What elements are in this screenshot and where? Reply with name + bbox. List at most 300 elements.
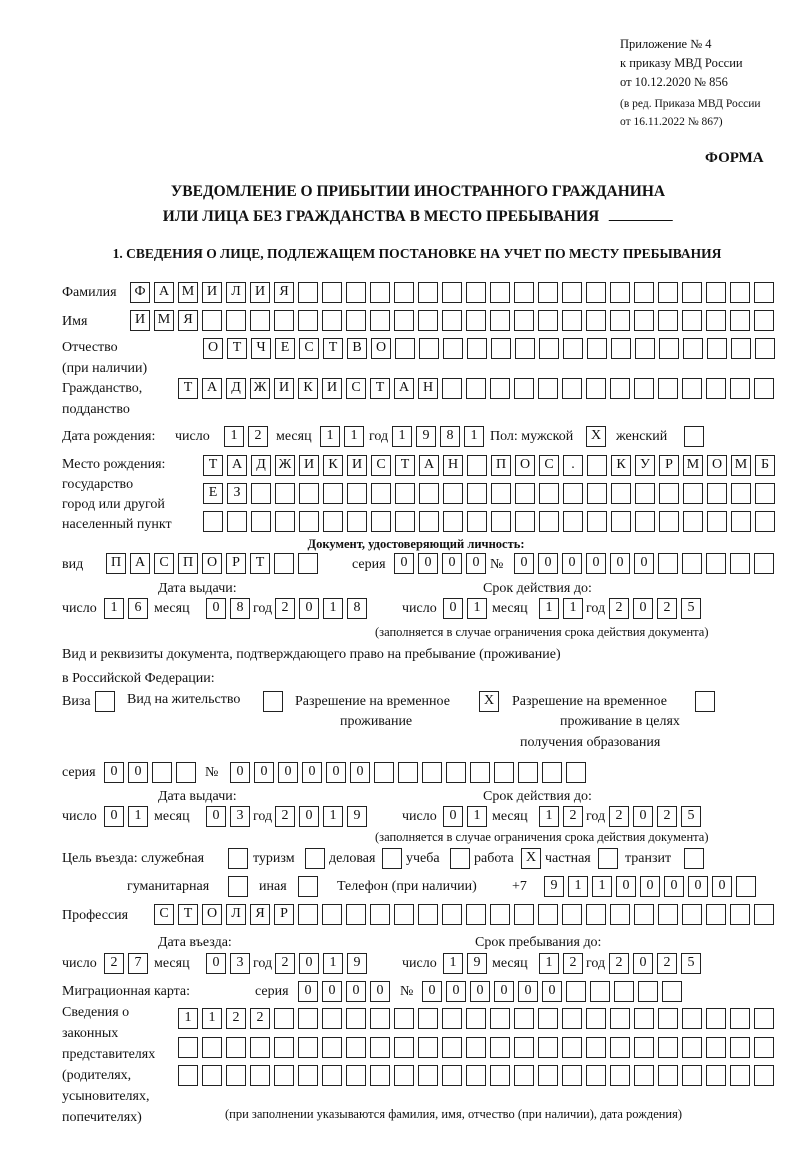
char-box[interactable] — [226, 1037, 246, 1058]
char-box[interactable] — [490, 378, 510, 399]
char-box[interactable] — [611, 483, 631, 504]
char-box[interactable]: 0 — [206, 806, 226, 827]
char-box[interactable]: 0 — [350, 762, 370, 783]
char-box[interactable]: 8 — [347, 598, 367, 619]
char-box[interactable] — [446, 762, 466, 783]
char-box[interactable] — [178, 1037, 198, 1058]
char-box[interactable] — [250, 310, 270, 331]
char-box[interactable]: 0 — [633, 806, 653, 827]
char-box[interactable] — [659, 483, 679, 504]
char-box[interactable]: Т — [370, 378, 390, 399]
char-box[interactable] — [322, 1065, 342, 1086]
char-box[interactable] — [586, 904, 606, 925]
visa-checkbox[interactable] — [95, 691, 115, 712]
char-box[interactable]: 0 — [418, 553, 438, 574]
char-box[interactable] — [682, 904, 702, 925]
char-box[interactable] — [370, 1065, 390, 1086]
char-box[interactable]: Б — [755, 455, 775, 476]
char-box[interactable] — [587, 338, 607, 359]
char-box[interactable]: 0 — [422, 981, 442, 1002]
char-box[interactable]: 2 — [226, 1008, 246, 1029]
char-box[interactable] — [274, 553, 294, 574]
char-box[interactable] — [586, 378, 606, 399]
char-box[interactable] — [658, 1037, 678, 1058]
char-box[interactable]: 1 — [467, 806, 487, 827]
char-box[interactable]: 0 — [494, 981, 514, 1002]
char-box[interactable] — [418, 1037, 438, 1058]
char-box[interactable]: 5 — [681, 953, 701, 974]
char-box[interactable] — [730, 1037, 750, 1058]
char-box[interactable]: 1 — [202, 1008, 222, 1029]
char-box[interactable] — [251, 511, 271, 532]
id-number-boxes[interactable] — [514, 553, 778, 574]
char-box[interactable]: 1 — [539, 806, 559, 827]
char-box[interactable]: Е — [275, 338, 295, 359]
char-box[interactable]: 9 — [416, 426, 436, 447]
id-issue-day[interactable] — [104, 598, 152, 619]
char-box[interactable] — [395, 511, 415, 532]
char-box[interactable]: Н — [443, 455, 463, 476]
char-box[interactable]: 0 — [278, 762, 298, 783]
char-box[interactable] — [347, 511, 367, 532]
char-box[interactable] — [346, 310, 366, 331]
char-box[interactable]: А — [202, 378, 222, 399]
id-issue-year[interactable] — [275, 598, 371, 619]
char-box[interactable]: М — [731, 455, 751, 476]
char-box[interactable] — [562, 904, 582, 925]
char-box[interactable] — [635, 338, 655, 359]
char-box[interactable] — [755, 338, 775, 359]
char-box[interactable]: 0 — [470, 981, 490, 1002]
purpose-official-checkbox[interactable] — [228, 848, 248, 869]
char-box[interactable]: К — [611, 455, 631, 476]
char-box[interactable] — [467, 455, 487, 476]
char-box[interactable] — [610, 1037, 630, 1058]
name-boxes[interactable] — [130, 310, 778, 331]
char-box[interactable]: 2 — [657, 598, 677, 619]
birth-place-row3[interactable] — [203, 511, 779, 532]
char-box[interactable]: 0 — [299, 953, 319, 974]
char-box[interactable]: 2 — [609, 806, 629, 827]
char-box[interactable] — [683, 483, 703, 504]
char-box[interactable]: 0 — [370, 981, 390, 1002]
char-box[interactable] — [422, 762, 442, 783]
id-kind-boxes[interactable] — [106, 553, 322, 574]
char-box[interactable]: О — [202, 904, 222, 925]
char-box[interactable]: 0 — [633, 953, 653, 974]
char-box[interactable] — [370, 904, 390, 925]
char-box[interactable] — [707, 483, 727, 504]
patronymic-boxes[interactable] — [203, 338, 779, 359]
char-box[interactable] — [371, 511, 391, 532]
char-box[interactable] — [322, 310, 342, 331]
char-box[interactable] — [754, 1065, 774, 1086]
char-box[interactable] — [658, 378, 678, 399]
char-box[interactable] — [466, 1037, 486, 1058]
char-box[interactable] — [490, 1037, 510, 1058]
char-box[interactable]: 8 — [230, 598, 250, 619]
char-box[interactable]: И — [202, 282, 222, 303]
char-box[interactable]: 0 — [562, 553, 582, 574]
char-box[interactable] — [515, 483, 535, 504]
char-box[interactable]: И — [322, 378, 342, 399]
char-box[interactable]: С — [154, 553, 174, 574]
char-box[interactable] — [682, 1008, 702, 1029]
char-box[interactable] — [538, 378, 558, 399]
char-box[interactable]: 0 — [346, 981, 366, 1002]
char-box[interactable] — [394, 1065, 414, 1086]
entry-year[interactable] — [275, 953, 371, 974]
char-box[interactable]: 0 — [299, 598, 319, 619]
char-box[interactable] — [682, 378, 702, 399]
char-box[interactable] — [442, 310, 462, 331]
char-box[interactable] — [731, 338, 751, 359]
residence-checkbox[interactable] — [263, 691, 283, 712]
char-box[interactable] — [466, 1065, 486, 1086]
char-box[interactable] — [563, 483, 583, 504]
char-box[interactable] — [634, 1037, 654, 1058]
char-box[interactable] — [347, 483, 367, 504]
char-box[interactable] — [466, 1008, 486, 1029]
char-box[interactable] — [418, 1065, 438, 1086]
char-box[interactable]: Я — [178, 310, 198, 331]
purpose-tourism-checkbox[interactable] — [305, 848, 325, 869]
char-box[interactable] — [394, 282, 414, 303]
char-box[interactable] — [250, 1037, 270, 1058]
char-box[interactable]: Д — [251, 455, 271, 476]
edu-residence-checkbox[interactable] — [695, 691, 715, 712]
char-box[interactable]: 1 — [323, 598, 343, 619]
char-box[interactable]: О — [371, 338, 391, 359]
char-box[interactable]: 1 — [563, 598, 583, 619]
char-box[interactable]: 0 — [664, 876, 684, 897]
char-box[interactable] — [514, 1065, 534, 1086]
char-box[interactable] — [706, 378, 726, 399]
char-box[interactable] — [754, 310, 774, 331]
char-box[interactable] — [682, 1037, 702, 1058]
char-box[interactable] — [538, 310, 558, 331]
char-box[interactable]: 6 — [128, 598, 148, 619]
char-box[interactable]: 1 — [443, 953, 463, 974]
char-box[interactable]: 9 — [347, 953, 367, 974]
char-box[interactable] — [203, 511, 223, 532]
char-box[interactable]: О — [707, 455, 727, 476]
char-box[interactable]: 7 — [128, 953, 148, 974]
char-box[interactable] — [635, 483, 655, 504]
stay-valid-month[interactable] — [539, 806, 587, 827]
char-box[interactable] — [538, 904, 558, 925]
char-box[interactable] — [467, 483, 487, 504]
char-box[interactable]: 0 — [634, 553, 654, 574]
char-box[interactable] — [418, 282, 438, 303]
id-valid-day[interactable] — [443, 598, 491, 619]
citizenship-boxes[interactable] — [178, 378, 778, 399]
char-box[interactable] — [538, 1065, 558, 1086]
char-box[interactable]: М — [154, 310, 174, 331]
char-box[interactable] — [298, 310, 318, 331]
char-box[interactable]: 0 — [514, 553, 534, 574]
char-box[interactable] — [298, 904, 318, 925]
char-box[interactable] — [566, 981, 586, 1002]
char-box[interactable]: О — [203, 338, 223, 359]
char-box[interactable]: 1 — [592, 876, 612, 897]
char-box[interactable]: Ж — [250, 378, 270, 399]
char-box[interactable] — [490, 282, 510, 303]
char-box[interactable]: Т — [203, 455, 223, 476]
char-box[interactable] — [275, 511, 295, 532]
char-box[interactable]: 0 — [633, 598, 653, 619]
char-box[interactable] — [587, 511, 607, 532]
char-box[interactable] — [346, 1008, 366, 1029]
char-box[interactable]: 1 — [323, 806, 343, 827]
char-box[interactable] — [490, 904, 510, 925]
char-box[interactable]: И — [274, 378, 294, 399]
char-box[interactable] — [730, 904, 750, 925]
char-box[interactable]: 0 — [538, 553, 558, 574]
char-box[interactable]: Т — [395, 455, 415, 476]
char-box[interactable] — [563, 338, 583, 359]
char-box[interactable]: С — [371, 455, 391, 476]
char-box[interactable] — [736, 876, 756, 897]
char-box[interactable] — [562, 1065, 582, 1086]
char-box[interactable]: Я — [274, 282, 294, 303]
char-box[interactable] — [754, 553, 774, 574]
char-box[interactable] — [514, 378, 534, 399]
char-box[interactable] — [707, 511, 727, 532]
birth-place-row2[interactable] — [203, 483, 779, 504]
representatives-row3[interactable] — [178, 1065, 778, 1086]
char-box[interactable] — [299, 511, 319, 532]
char-box[interactable] — [562, 378, 582, 399]
char-box[interactable] — [370, 1008, 390, 1029]
char-box[interactable] — [298, 1008, 318, 1029]
char-box[interactable] — [178, 1065, 198, 1086]
char-box[interactable] — [494, 762, 514, 783]
char-box[interactable]: К — [298, 378, 318, 399]
char-box[interactable] — [514, 904, 534, 925]
char-box[interactable]: 0 — [326, 762, 346, 783]
char-box[interactable] — [658, 282, 678, 303]
id-valid-month[interactable] — [539, 598, 587, 619]
purpose-business-checkbox[interactable] — [382, 848, 402, 869]
char-box[interactable] — [250, 1065, 270, 1086]
char-box[interactable] — [298, 553, 318, 574]
char-box[interactable] — [706, 1065, 726, 1086]
char-box[interactable]: 2 — [275, 806, 295, 827]
char-box[interactable] — [466, 310, 486, 331]
char-box[interactable] — [490, 310, 510, 331]
char-box[interactable] — [634, 1065, 654, 1086]
char-box[interactable] — [514, 1037, 534, 1058]
char-box[interactable]: 1 — [464, 426, 484, 447]
char-box[interactable]: 2 — [250, 1008, 270, 1029]
char-box[interactable]: 0 — [688, 876, 708, 897]
char-box[interactable]: 0 — [104, 806, 124, 827]
char-box[interactable]: Ч — [251, 338, 271, 359]
char-box[interactable] — [658, 1008, 678, 1029]
char-box[interactable]: 1 — [320, 426, 340, 447]
char-box[interactable] — [730, 282, 750, 303]
char-box[interactable] — [658, 310, 678, 331]
birth-year-boxes[interactable] — [392, 426, 488, 447]
stay-issue-month[interactable] — [206, 806, 254, 827]
char-box[interactable]: 0 — [446, 981, 466, 1002]
char-box[interactable] — [395, 338, 415, 359]
char-box[interactable]: И — [299, 455, 319, 476]
char-box[interactable]: Т — [227, 338, 247, 359]
char-box[interactable]: 1 — [467, 598, 487, 619]
stay-valid-year[interactable] — [609, 806, 705, 827]
char-box[interactable] — [634, 1008, 654, 1029]
char-box[interactable]: Я — [250, 904, 270, 925]
char-box[interactable]: 2 — [609, 598, 629, 619]
char-box[interactable] — [346, 904, 366, 925]
char-box[interactable]: Т — [323, 338, 343, 359]
migration-number-boxes[interactable] — [422, 981, 686, 1002]
char-box[interactable] — [682, 1065, 702, 1086]
char-box[interactable] — [398, 762, 418, 783]
char-box[interactable] — [442, 282, 462, 303]
char-box[interactable] — [323, 511, 343, 532]
char-box[interactable] — [682, 310, 702, 331]
char-box[interactable]: 0 — [206, 953, 226, 974]
id-valid-year[interactable] — [609, 598, 705, 619]
char-box[interactable] — [706, 310, 726, 331]
char-box[interactable] — [542, 762, 562, 783]
char-box[interactable]: Р — [274, 904, 294, 925]
birth-month-boxes[interactable] — [320, 426, 368, 447]
char-box[interactable]: Т — [178, 904, 198, 925]
char-box[interactable] — [658, 553, 678, 574]
char-box[interactable]: П — [106, 553, 126, 574]
char-box[interactable] — [227, 511, 247, 532]
birth-place-row1[interactable] — [203, 455, 779, 476]
char-box[interactable] — [562, 1008, 582, 1029]
char-box[interactable] — [634, 310, 654, 331]
char-box[interactable] — [370, 1037, 390, 1058]
char-box[interactable]: З — [227, 483, 247, 504]
char-box[interactable]: И — [347, 455, 367, 476]
birth-day-boxes[interactable] — [224, 426, 272, 447]
char-box[interactable]: 1 — [539, 953, 559, 974]
char-box[interactable]: 0 — [518, 981, 538, 1002]
char-box[interactable] — [466, 282, 486, 303]
char-box[interactable] — [370, 282, 390, 303]
char-box[interactable] — [635, 511, 655, 532]
char-box[interactable] — [538, 1008, 558, 1029]
profession-boxes[interactable] — [154, 904, 778, 925]
char-box[interactable] — [586, 1008, 606, 1029]
representatives-row1[interactable] — [178, 1008, 778, 1029]
char-box[interactable]: 0 — [610, 553, 630, 574]
char-box[interactable] — [659, 511, 679, 532]
char-box[interactable]: 0 — [206, 598, 226, 619]
char-box[interactable] — [394, 310, 414, 331]
char-box[interactable]: А — [227, 455, 247, 476]
char-box[interactable]: 9 — [467, 953, 487, 974]
char-box[interactable]: Р — [226, 553, 246, 574]
char-box[interactable] — [419, 511, 439, 532]
char-box[interactable]: 1 — [104, 598, 124, 619]
char-box[interactable] — [419, 338, 439, 359]
char-box[interactable]: Д — [226, 378, 246, 399]
migration-series-boxes[interactable] — [298, 981, 394, 1002]
char-box[interactable]: 0 — [322, 981, 342, 1002]
char-box[interactable] — [251, 483, 271, 504]
char-box[interactable] — [491, 511, 511, 532]
char-box[interactable] — [539, 483, 559, 504]
char-box[interactable]: И — [250, 282, 270, 303]
char-box[interactable] — [730, 1008, 750, 1029]
char-box[interactable]: Ф — [130, 282, 150, 303]
char-box[interactable] — [226, 310, 246, 331]
char-box[interactable] — [346, 282, 366, 303]
char-box[interactable] — [539, 511, 559, 532]
char-box[interactable]: Л — [226, 282, 246, 303]
char-box[interactable]: В — [347, 338, 367, 359]
stay-valid-day[interactable] — [443, 806, 491, 827]
char-box[interactable] — [562, 282, 582, 303]
char-box[interactable] — [659, 338, 679, 359]
char-box[interactable]: С — [346, 378, 366, 399]
char-box[interactable]: М — [683, 455, 703, 476]
char-box[interactable] — [638, 981, 658, 1002]
sex-female-checkbox[interactable] — [684, 426, 704, 447]
char-box[interactable]: Л — [226, 904, 246, 925]
char-box[interactable]: А — [419, 455, 439, 476]
char-box[interactable] — [706, 904, 726, 925]
char-box[interactable] — [442, 1037, 462, 1058]
purpose-transit-checkbox[interactable] — [684, 848, 704, 869]
char-box[interactable] — [419, 483, 439, 504]
char-box[interactable]: 3 — [230, 806, 250, 827]
char-box[interactable]: 0 — [712, 876, 732, 897]
char-box[interactable] — [202, 1065, 222, 1086]
char-box[interactable] — [371, 483, 391, 504]
char-box[interactable] — [299, 483, 319, 504]
char-box[interactable] — [730, 378, 750, 399]
char-box[interactable]: 2 — [275, 953, 295, 974]
stay-series-boxes[interactable] — [104, 762, 200, 783]
char-box[interactable]: Н — [418, 378, 438, 399]
entry-day[interactable] — [104, 953, 152, 974]
char-box[interactable] — [707, 338, 727, 359]
char-box[interactable] — [614, 981, 634, 1002]
char-box[interactable]: О — [515, 455, 535, 476]
char-box[interactable] — [442, 904, 462, 925]
char-box[interactable] — [274, 1008, 294, 1029]
char-box[interactable]: П — [178, 553, 198, 574]
char-box[interactable]: Т — [250, 553, 270, 574]
entry-month[interactable] — [206, 953, 254, 974]
char-box[interactable] — [586, 282, 606, 303]
char-box[interactable]: 1 — [344, 426, 364, 447]
char-box[interactable] — [514, 310, 534, 331]
char-box[interactable] — [683, 511, 703, 532]
char-box[interactable] — [706, 282, 726, 303]
char-box[interactable]: 0 — [640, 876, 660, 897]
char-box[interactable] — [298, 282, 318, 303]
char-box[interactable] — [682, 282, 702, 303]
char-box[interactable] — [418, 1008, 438, 1029]
char-box[interactable]: 5 — [681, 806, 701, 827]
char-box[interactable] — [586, 1065, 606, 1086]
char-box[interactable] — [731, 511, 751, 532]
char-box[interactable]: 9 — [347, 806, 367, 827]
char-box[interactable] — [152, 762, 172, 783]
char-box[interactable]: 2 — [563, 806, 583, 827]
char-box[interactable] — [514, 1008, 534, 1029]
